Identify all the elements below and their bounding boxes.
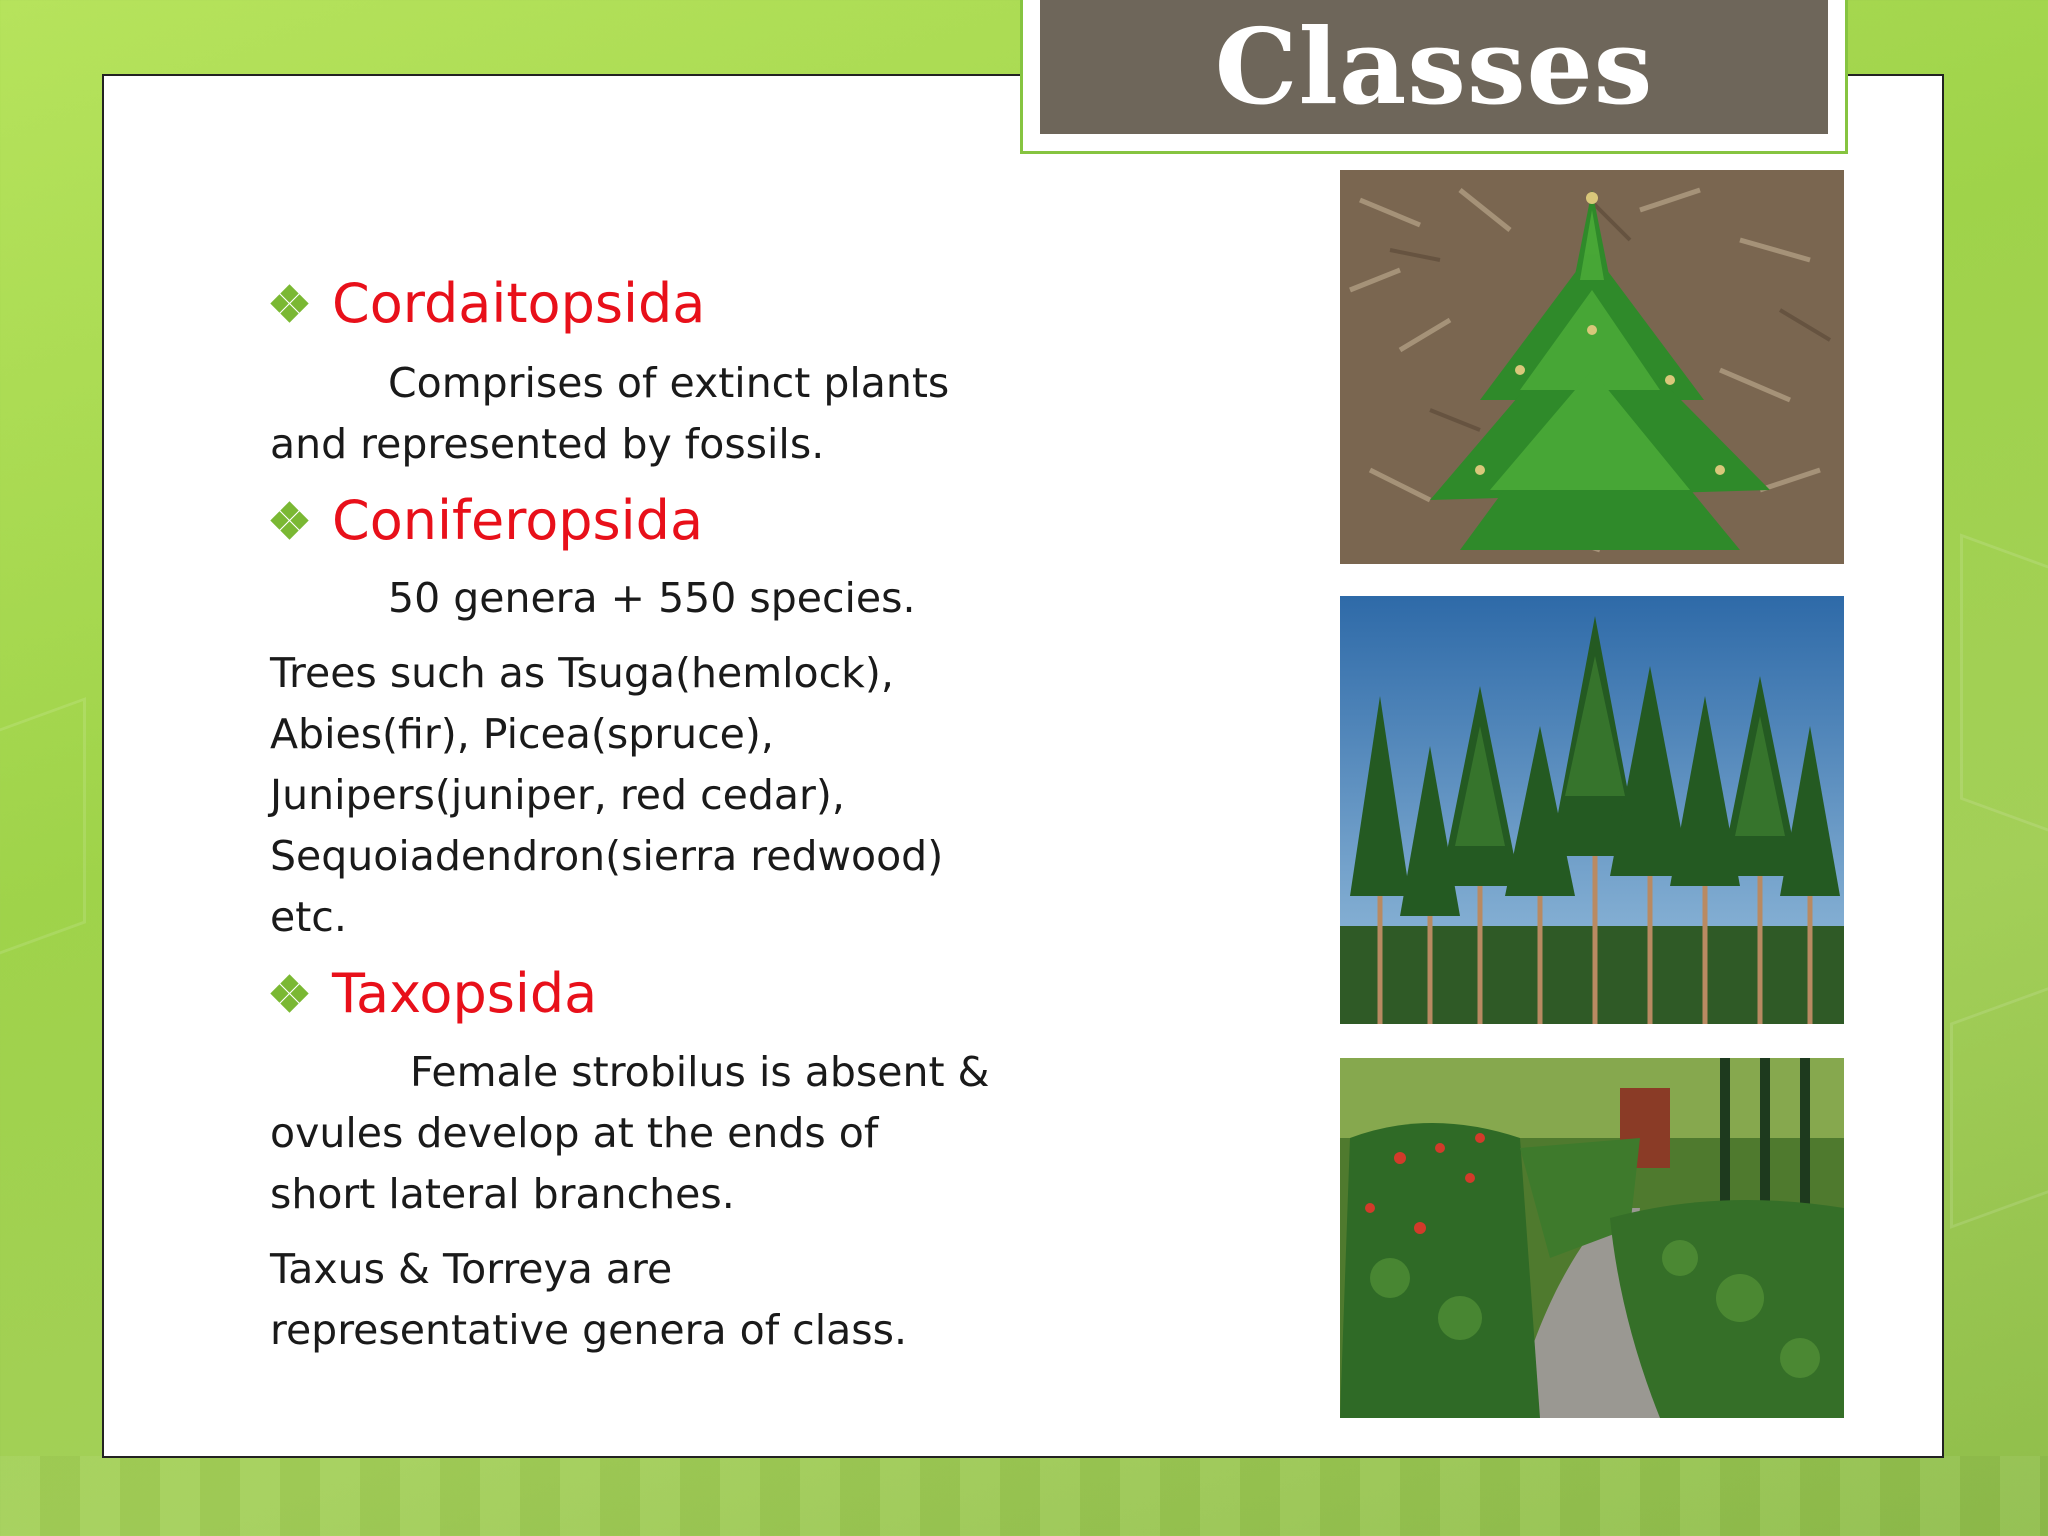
section-paragraph: Trees such as Tsuga(hemlock), Abies(fir), Picea(spruce), Junipers(juniper, red cedar), Sequoiadendron(sierra redwood) etc.	[270, 648, 944, 941]
section-heading-text: Cordaitopsida	[332, 272, 706, 335]
section-heading-coniferopsida	[270, 489, 990, 554]
section-heading-cordaitopsida	[270, 272, 990, 337]
section-paragraph: Taxus & Torreya are representative genera of class.	[270, 1245, 907, 1355]
background-hexagon	[1950, 977, 2048, 1229]
section-paragraph: Female strobilus is absent & ovules develop at the ends of short lateral branches.	[270, 1048, 990, 1219]
section-paragraph: 50 genera + 550 species.	[388, 573, 916, 622]
title-banner	[1040, 0, 1828, 134]
slide-title: Classes	[1214, 5, 1654, 128]
fir-seedling-photo	[1340, 170, 1844, 564]
diamond-bullet-icon	[270, 501, 310, 541]
section-heading-taxopsida	[270, 962, 990, 1027]
yew-hedge-garden-photo	[1340, 1058, 1844, 1418]
conifer-forest-photo	[1340, 596, 1844, 1024]
diamond-bullet-icon	[270, 974, 310, 1014]
section-heading-text: Coniferopsida	[332, 488, 704, 552]
diamond-bullet-icon	[270, 284, 310, 324]
background-hexagon	[1960, 533, 2048, 852]
background-stripes	[0, 1456, 2048, 1536]
background-hexagon	[0, 697, 86, 969]
text-column	[270, 272, 990, 1361]
section-heading-text: Taxopsida	[332, 961, 598, 1025]
section-paragraph: Comprises of extinct plants and represented by fossils.	[270, 358, 950, 468]
